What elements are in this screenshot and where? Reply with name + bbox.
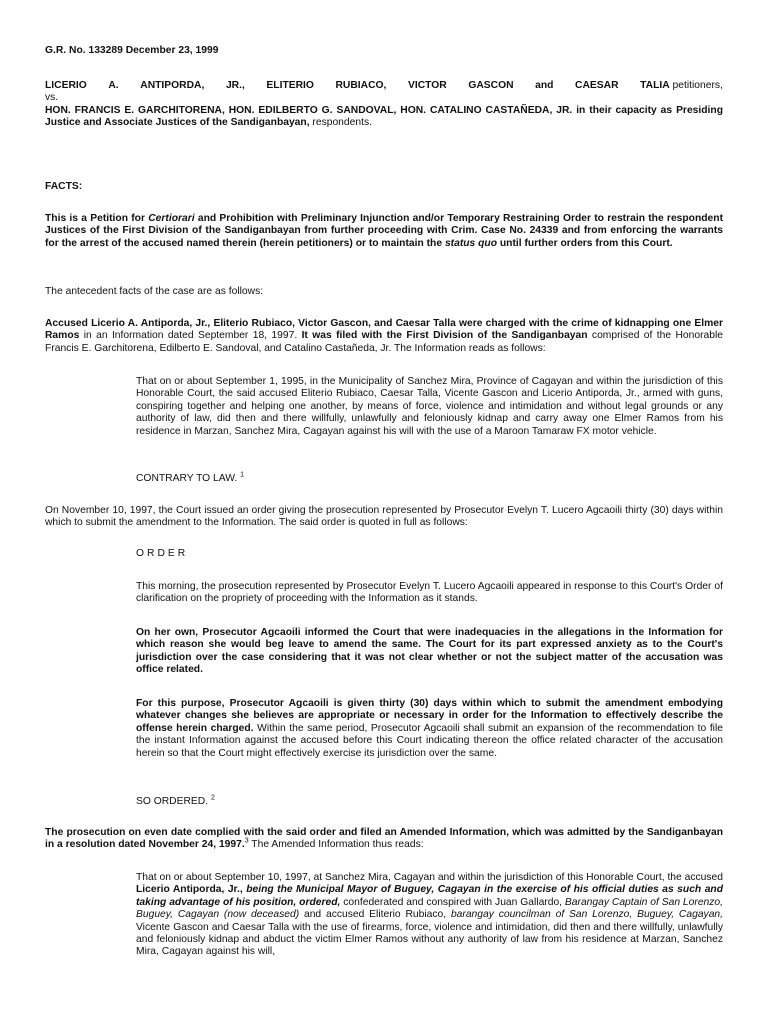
petitioners-block (45, 80, 723, 130)
footnote-ref: 1 (240, 471, 245, 479)
respondents-line: HON. FRANCIS E. GARCHITORENA, HON. EDILBERTO G. SANDOVAL, HON. CATALINO CASTAÑEDA, JR. in their capacity as Presiding Justice and Associate Justices of the Sandiganbayan, respondents. (45, 104, 723, 129)
information-quote: That on or about September 1, 1995, in the Municipality of Sanchez Mira, Province of Cagayan and within the jurisdiction of this Honorable Court, the said accused Eliterio Rubiaco, Caesar Talla, Vicente Gascon and Licerio Antiporda, Jr., armed with guns, conspiring together and helping one another, by means of force, violence and intimidation and without legal grounds or any authority of law, did then and there willfully, unlawfully and feloniously kidnap and carry away one Elmer Ramos from his residence in Marzan, Sanchez Mira, Cagayan against his will with the use of a Maroon Tamaraw FX motor vehicle. (136, 376, 723, 437)
paragraph-accused: Accused Licerio A. Antiporda, Jr., Eliterio Rubiaco, Victor Gascon, and Caesar Talla were charged with the crime of kidnapping one Elmer Ramos in an Information dated September 18, 1997. It was filed with the First Division of the Sandiganbayan comprised of the Honorable Francis E. Garchitorena, Edilberto E. Sandoval, and Catalino Castañeda, Jr. The Information reads as follows: (45, 318, 723, 354)
order-paragraph-1: This morning, the prosecution represented by Prosecutor Evelyn T. Lucero Agcaoili appeared in response to this Court's Order of clarification on the propriety of proceeding with the Information as it stands. (136, 581, 723, 605)
petitioner-word: and (535, 80, 554, 91)
petitioner-word: RUBIACO, (335, 80, 387, 91)
petitioner-word: A. (108, 80, 119, 91)
footnote-ref: 2 (210, 794, 215, 802)
versus: vs. (45, 92, 59, 104)
paragraph-order-intro: On November 10, 1997, the Court issued an order giving the prosecution represented by Prosecutor Evelyn T. Lucero Agcaoili thirty (30) days within which to submit the amendment to the Information. The said order is quoted in full as follows: (45, 505, 723, 529)
paragraph-antecedent: The antecedent facts of the case are as follows: (45, 286, 264, 297)
order-paragraph-2: On her own, Prosecutor Agcaoili informed the Court that were inadequacies in the allegations in the Information for which reason she would beg leave to amend the same. The Court for its part expressed anxiety as to the Court's jurisdiction over the case considering that it was not clear whether or not the subject matter of the accusation was office related. (136, 627, 723, 676)
footnote-ref: 3 (244, 837, 249, 845)
petitioners-line (45, 80, 723, 92)
facts-heading: FACTS: (45, 181, 83, 192)
paragraph-amended: The prosecution on even date complied with the said order and filed an Amended Information, which was admitted by the Sandiganbayan in a resolution dated November 24, 1997.$^3$ The Amended Information thus reads: (45, 827, 723, 851)
petitioner-word: ANTIPORDA, (140, 80, 205, 91)
amended-information-quote: That on or about September 10, 1997, at Sanchez Mira, Cagayan and within the jurisdiction of this Honorable Court, the accused Licerio Antiporda, Jr., being the Municipal Mayor of Buguey, Cagayan in the exercise of his official duties as such and taking advantage of his position, ordered, confederated and conspired with Juan Gallardo, Barangay Captain of San Lorenzo, Buguey, Cagayan (now deceased) and accused Eliterio Rubiaco, barangay councilman of San Lorenzo, Buguey, Cagayan, Vicente Gascon and Caesar Talla with the use of firearms, force, violence and intimidation, did then and there willfully, unlawfully and feloniously kidnap and abduct the victim Elmer Ramos without any authority of law from his residence at Marzan, Sanchez Mira, Cagayan against his will, (136, 872, 724, 958)
order-paragraph-3: For this purpose, Prosecutor Agcaoili is given thirty (30) days within which to submit the amendment embodying whatever changes she believes are appropriate or necessary in order for the Information to effectively describe the offense herein charged. Within the same period, Prosecutor Agcaoili shall submit an expansion of the recommendation to file the instant Information against the accused before this Court indicating thereon the office related character of the accusation herein so that the Court might effectively exercise its jurisdiction over the same. (136, 698, 723, 759)
contrary-to-law: CONTRARY TO LAW. $^1$ (136, 471, 245, 484)
case-number: G.R. No. 133289 December 23, 1999 (45, 45, 219, 56)
petitioners-suffix: petitioners, (672, 80, 723, 91)
petitioner-word: ELITERIO (266, 80, 314, 91)
petitioner-word: VICTOR (408, 80, 447, 91)
so-ordered: SO ORDERED. $^2$ (136, 794, 215, 807)
paragraph-petition: This is a Petition for Certiorari and Prohibition with Preliminary Injunction and/or Temporary Restraining Order to restrain the respondent Justices of the First Division of the Sandiganbayan from further proceeding with Crim. Case No. 24339 and from enforcing the warrants for the arrest of the accused named therein (herein petitioners) or to maintain the status quo until further orders from this Court. (45, 213, 723, 249)
petitioner-word: JR., (225, 80, 245, 91)
petitioner-word: CAESAR (575, 80, 619, 91)
petitioner-word-last: TALIA petitioners, (640, 80, 723, 91)
petitioner-word: LICERIO (45, 80, 87, 91)
order-heading: ORDER (136, 548, 189, 559)
petitioner-word: GASCON (468, 80, 514, 91)
